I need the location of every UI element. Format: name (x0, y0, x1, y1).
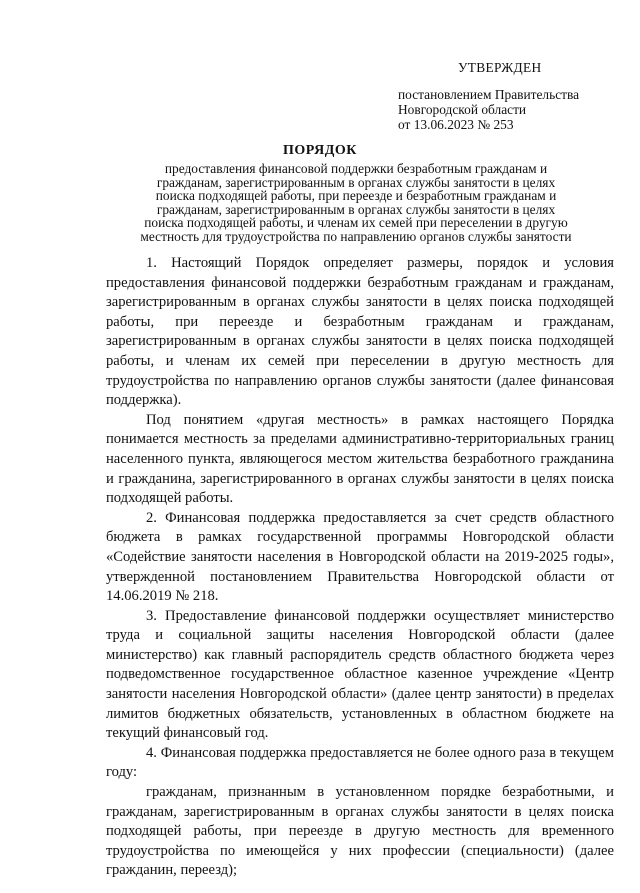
paragraph-3: 2. Финансовая поддержка предоставляется за счет средств областного бюджета в рамках государственной программы Новгородской области «Содействие занятости населения в Новгородской области на 2019-2025 годы», утвержденной постановлением Правительства Новгородской области от 14.06.2019 № 218. (106, 509, 614, 605)
paragraph-5: 4. Финансовая поддержка предоставляется не более одного раза в текущем году: (106, 744, 614, 781)
paragraph-1: 1. Настоящий Порядок определяет размеры, порядок и условия предоставления финансовой поддержки безработным гражданам и гражданам, зарегистрированным в органах службы занятости в целях поиска подходящей работы, при переезде и безработным гражданам и гражданам, зарегистрированным в органах службы занятости в целях поиска подходящей работы, и членам их семей при переселении в другую местность для трудоустройства по направлению органов службы занятости (далее финансовая поддержка). (106, 255, 614, 409)
document-subtitle: предоставления финансовой поддержки безработным гражданам и гражданам, зарегистрированным в органах службы занятости в целях поиска подходящей работы, при переезде и безработным гражданам и гражданам, зарегистрированным в органах службы занятости в целях поиска подходящей работы, и членам их семей при переселении в другую местность для трудоустройства по направлению органов службы занятости (140, 161, 572, 244)
approval-line-1: постановлением Правительства (398, 87, 580, 102)
paragraph-4: 3. Предоставление финансовой поддержки осуществляет министерство труда и социальной защиты населения Новгородской области (далее министерство) как главный распорядитель средств областного бюджета через подведомственное государственное областное казенное учреждение «Центр занятости населения Новгородской области» (далее центр занятости) в пределах лимитов бюджетных обязательств, установленных в областном бюджете на текущий финансовый год. (106, 607, 614, 742)
approval-line-3: от 13.06.2023 № 253 (398, 117, 514, 132)
approval-stamp (398, 60, 618, 132)
paragraph-6: гражданам, признанным в установленном порядке безработными, и гражданам, зарегистрированным в органах службы занятости в целях поиска подходящей работы, при переезде в другую местность для временного трудоустройства по имеющейся у них профессии (специальности) (далее гражданин, переезд); (106, 784, 614, 879)
approval-line-2: Новгородской области (398, 102, 527, 117)
document-title: ПОРЯДОК (283, 143, 357, 158)
document-body (106, 254, 614, 881)
paragraph-2: Под понятием «другая местность» в рамках настоящего Порядка понимается местность за пределами административно-территориальных границ населенного пункта, являющегося местом жительства безработного гражданина и гражданина, зарегистрированного в органах службы занятости в целях поиска подходящей работы. (106, 411, 614, 507)
approval-heading: УТВЕРЖДЕН (458, 60, 542, 75)
